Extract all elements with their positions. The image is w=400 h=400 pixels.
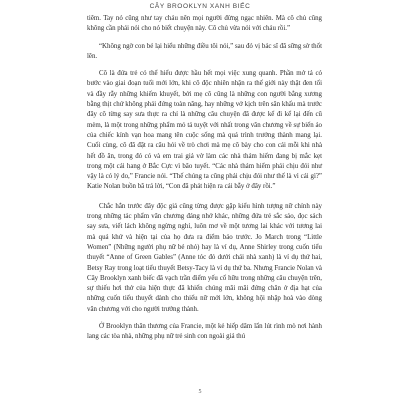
paragraph-brooklyn: Ở Brooklyn thân thương của Francie, một kẻ hiếp dâm lẩn lút rình mò nơi hành lang các tòa nhà, những phụ nữ trẻ sinh con ngoài giá thú (87, 323, 322, 341)
paragraph-heroines: Chắc hẳn trước đây độc giả cũng từng được gặp kiểu hình tượng nữ chính này trong những tác phẩm văn chương đáng nhớ khác, những đứa trẻ sắc sảo, đọc sách say sưa, viết lách không ngừng nghỉ, luôn mơ về một tương lai khác với tương lai mà quá khứ và hiện tại của họ đưa ra điểm báo trước. Jo March trong “Little Women” (Những người phụ nữ bé nhỏ) hay là ví dụ, Anne Shirley trong cuốn tiểu thuyết “Anne of Green Gables” (Anne tóc đỏ dưới chái nhà xanh) là ví dụ thứ hai, Betsy Ray trong loạt tiểu thuyết Betsy-Tacy là ví dụ thứ ba. Nhưng Francie Nolan và Cây Brooklyn xanh biếc đã vạch trần điểm yếu cố hữu trong những câu chuyện trên, sự thiếu hơi thở của hiện thực đã khiến chúng mãi mãi đứng chân ở địa hạt của những cuốn tiểu thuyết dành cho thiếu nữ mới lớn, không hội nhập hoà vào dòng văn chương với cho người trưởng thành. (87, 202, 322, 313)
page-body-text (87, 14, 322, 343)
page-number-text: 5 (198, 389, 202, 395)
running-header: CÂY BROOKLYN XANH BIẾC (149, 3, 251, 10)
paragraph-continuation: tiêm. Tay nó cũng như tay cháu nên mọi người đừng ngạc nhiên. Mà cô chủ cũng không cần phải nói cho nó biết chuyện này. Cô chủ vừa nói với cháu rồi.” (87, 15, 322, 33)
paragraph-main: Cô là đứa trẻ có thể hiểu được hầu hết mọi việc xung quanh. Phần mở tả có bước vào giai đoạn tuổi mới lớn, khi cô độc nhiên nhận ra thế giới này thật đen tối và đầy rẫy những khiếm khuyết, bởi mẹ cô cũng là những con người bằng xương bằng thịt chứ không phải đứng toàn năng, hay những vở kịch trên sân khấu mà trước đây cô từng say sưa thực ra chỉ là những câu chuyện đã được kể đi kể lại đến cũ mèm, là một trong những phẩm mỏ tả tuyệt với nhất trong văn chương về sự biến áo của chiếc kính vạn hoa mang tên cuộc sống mà quá trình trưởng thành mang lại. Cuối cùng, cô đã đặt ra câu hỏi về trò chơi mà mẹ cô bày cho con cái mỗi khi nhà hết đồ ăn, trong đó có và em trai giả vờ làm các nhà thám hiểm đang bị mắc kẹt trong một cái hang ở Bắc Cực vì bão tuyết. “Các nhà thám hiểm phải chịu đói như vậy là có lý do,” Francie nói. “Thế chúng ta cũng phải chịu đói như thế là vì cái gì?” Katie Nolan buồn bã trả lời, “Con đã phát hiện ra cái bẫy ở đây rồi.” (87, 70, 322, 191)
page-number (0, 389, 400, 395)
paragraph-quote: “Không ngờ con bé lại hiểu những điều tôi nói,” sau đó vị bác sĩ đã sững sờ thốt lên. (87, 42, 322, 60)
